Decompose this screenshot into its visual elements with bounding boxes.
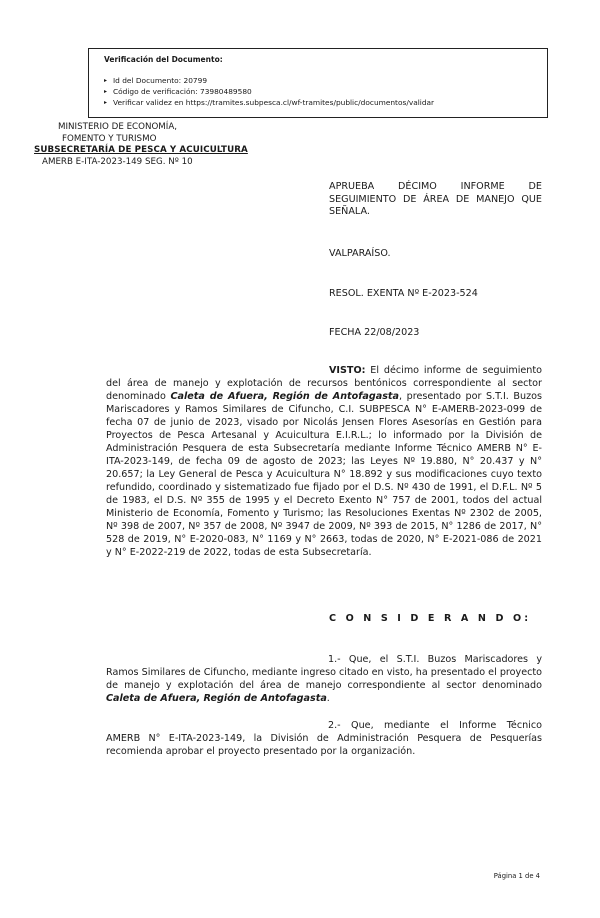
considerando-heading: C O N S I D E R A N D O: (329, 613, 532, 624)
subsecretaria-title: SUBSECRETARÍA DE PESCA Y ACUICULTURA (34, 145, 248, 155)
document-id: ▸ Id del Documento: 20799 (104, 75, 537, 86)
ministry-line-1: MINISTERIO DE ECONOMÍA, (58, 122, 178, 132)
page-number: Página 1 de 4 (493, 872, 540, 880)
considerando-1-place: Caleta de Afuera, Región de Antofagasta (106, 693, 327, 704)
validation-url[interactable]: ▸ Verificar validez en https://tramites.subpesca.cl/wf-tramites/public/documentos/validar (104, 97, 537, 108)
verification-box (88, 48, 548, 118)
considerando-paragraph-2: 2.- Que, mediante el Informe Técnico AMERB N° E-ITA-2023-149, la División de Administración Pesquera de Pesquerías recomienda aprobar el proyecto presentado por la organización. (106, 720, 542, 757)
resolution-number: RESOL. EXENTA Nº E-2023-524 (329, 288, 478, 299)
verification-title: Verificación del Documento: (104, 55, 223, 64)
resolution-subject: APRUEBA DÉCIMO INFORME DE SEGUIMIENTO DE ÁREA DE MANEJO QUE SEÑALA. (329, 181, 542, 217)
considerando-paragraph-1 (106, 653, 542, 705)
ministry-header (34, 122, 284, 168)
verification-code: ▸ Código de verificación: 73980489580 (104, 86, 537, 97)
visto-paragraph (106, 364, 542, 559)
resolution-date: FECHA 22/08/2023 (329, 327, 420, 338)
ministry-line-2: FOMENTO Y TURISMO (62, 133, 157, 144)
considerando-1-end: . (326, 693, 330, 704)
resolution-city: VALPARAÍSO. (329, 248, 391, 259)
visto-text-1: El décimo informe de seguimiento del área de manejo y explotación de recursos bentónicos correspondiente al sector denominado (106, 365, 542, 402)
verification-list (104, 75, 537, 108)
visto-text-2: , presentado por S.T.I. Buzos Mariscadores y Ramos Similares de Cifuncho, C.I. SUBPESCA N° E-AMERB-2023-099 de fecha 07 de junio de 2023, visado por Nicolás Jensen Flores Asesorías en Gestión para Proyectos de Pesca Artesanal y Acuicultura E.I.R.L.; lo informado por la División de Administración Pesquera de esta Subsecretaría mediante Informe Técnico AMERB N° E-ITA-2023-149, de fecha 09 de agosto de 2023; las Leyes Nº 19.880, N° 20.437 y N° 20.657; la Ley General de Pesca y Acuicultura N° 18.892 y sus modificaciones cuyo texto refundido, coordinado y sistematizado fue fijado por el D.S. Nº 430 de 1991, el D.F.L. Nº 5 de 1983, el D.S. Nº 355 de 1995 y el Decreto Exento N° 757 de 2001, todos del actual Ministerio de Economía, Fomento y Turismo; las Resoluciones Exentas Nº 2302 de 2005, Nº 398 de 2007, Nº 357 de 2008, Nº 3947 de 2009, Nº 393 de 2015, N° 1286 de 2017, N° 528 de 2019, N° E-2020-083, N° 1169 y N° 2663, todas de 2020, N° E-2021-086 de 2021 y N° E-2022-219 de 2022, todas de esta Subsecretaría. (106, 391, 542, 558)
visto-label: VISTO: (329, 365, 366, 376)
amerb-reference: AMERB E-ITA-2023-149 SEG. Nº 10 (42, 156, 193, 167)
visto-place: Caleta de Afuera, Región de Antofagasta (170, 391, 399, 402)
considerando-1-text: 1.- Que, el S.T.I. Buzos Mariscadores y Ramos Similares de Cifuncho, mediante ingreso citado en visto, ha presentado el proyecto de manejo y explotación del área de manejo correspondiente al sector denominado (106, 654, 542, 691)
